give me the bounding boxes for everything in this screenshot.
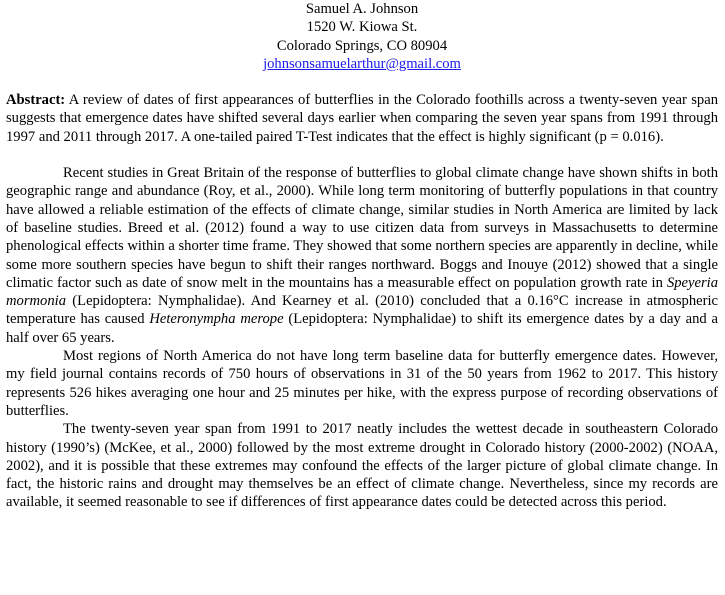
author-email-link[interactable]: johnsonsamuelarthur@gmail.com — [263, 55, 461, 72]
paragraph-1-part-a: Recent studies in Great Britain of the response of butterflies to global climate change have shown shifts in both geographic range and abundance (Roy, et al., 2000). While long term monitoring of butterfly populations in that country have allowed a reliable estimation of the effects of climate change, similar studies in North America are limited by lack of baseline studies. Breed et al. (2012) found a way to use citizen data from surveys in Massachusetts to determine phenological effects within a shorter time frame. They showed that some northern species are apparently in decline, while some more southern species have begun to shift their ranges northward. Boggs and Inouye (2012) showed that a single climatic factor such as date of snow melt in the mountains has a measurable effect on population growth rate in — [6, 165, 718, 291]
paragraph-1 — [6, 164, 718, 347]
author-street: 1520 W. Kiowa St. — [306, 19, 418, 36]
author-city: Colorado Springs, CO 80904 — [276, 37, 448, 54]
author-name: Samuel A. Johnson — [305, 1, 419, 17]
paragraph-3: The twenty-seven year span from 1991 to 2017 neatly includes the wettest decade in southeastern Colorado history (1990’s) (McKee, et al., 2000) followed by the most extreme drought in Colorado history (2000-2002) (NOAA, 2002), and it is possible that these extremes may confound the effects of the larger picture of global climate change. In fact, the historic rains and drought may themselves be an effect of climate change. Nevertheless, since my records are available, it seemed reasonable to see if differences of first appearance dates could be detected across this period. — [6, 421, 718, 511]
author-block — [6, 0, 718, 73]
abstract-text: A review of dates of first appearances of butterflies in the Colorado foothills across a twenty-seven year span suggests that emergence dates have shifted several days earlier when comparing the seven year spans from 1991 through 1997 and 2011 through 2017. A one-tailed paired T-Test indicates that the effect is highly significant (p = 0.016). — [6, 92, 718, 145]
abstract — [6, 91, 718, 146]
paragraph-2: Most regions of North America do not have long term baseline data for butterfly emergence dates. However, my field journal contains records of 750 hours of observations in 31 of the 50 years from 1962 to 2017. This history represents 526 hikes averaging one hour and 25 minutes per hike, with the express purpose of recording observations of butterflies. — [6, 348, 718, 419]
body-text — [6, 164, 718, 512]
species-name-heteronympha: Heteronympha merope — [149, 311, 284, 328]
abstract-label: Abstract: — [6, 92, 66, 109]
paragraph-1-part-b: (Lepidoptera: Nymphalidae). And Kearney et al. (2010) concluded that a 0.16°C increase in atmospheric temperature has caused — [6, 293, 718, 328]
document-page — [6, 0, 718, 512]
paragraph-1-part-c: (Lepidoptera: Nymphalidae) to shift its emergence dates by a day and a half over 65 years. — [6, 311, 718, 346]
species-name-speyeria: Speyeria mormonia — [6, 274, 718, 310]
